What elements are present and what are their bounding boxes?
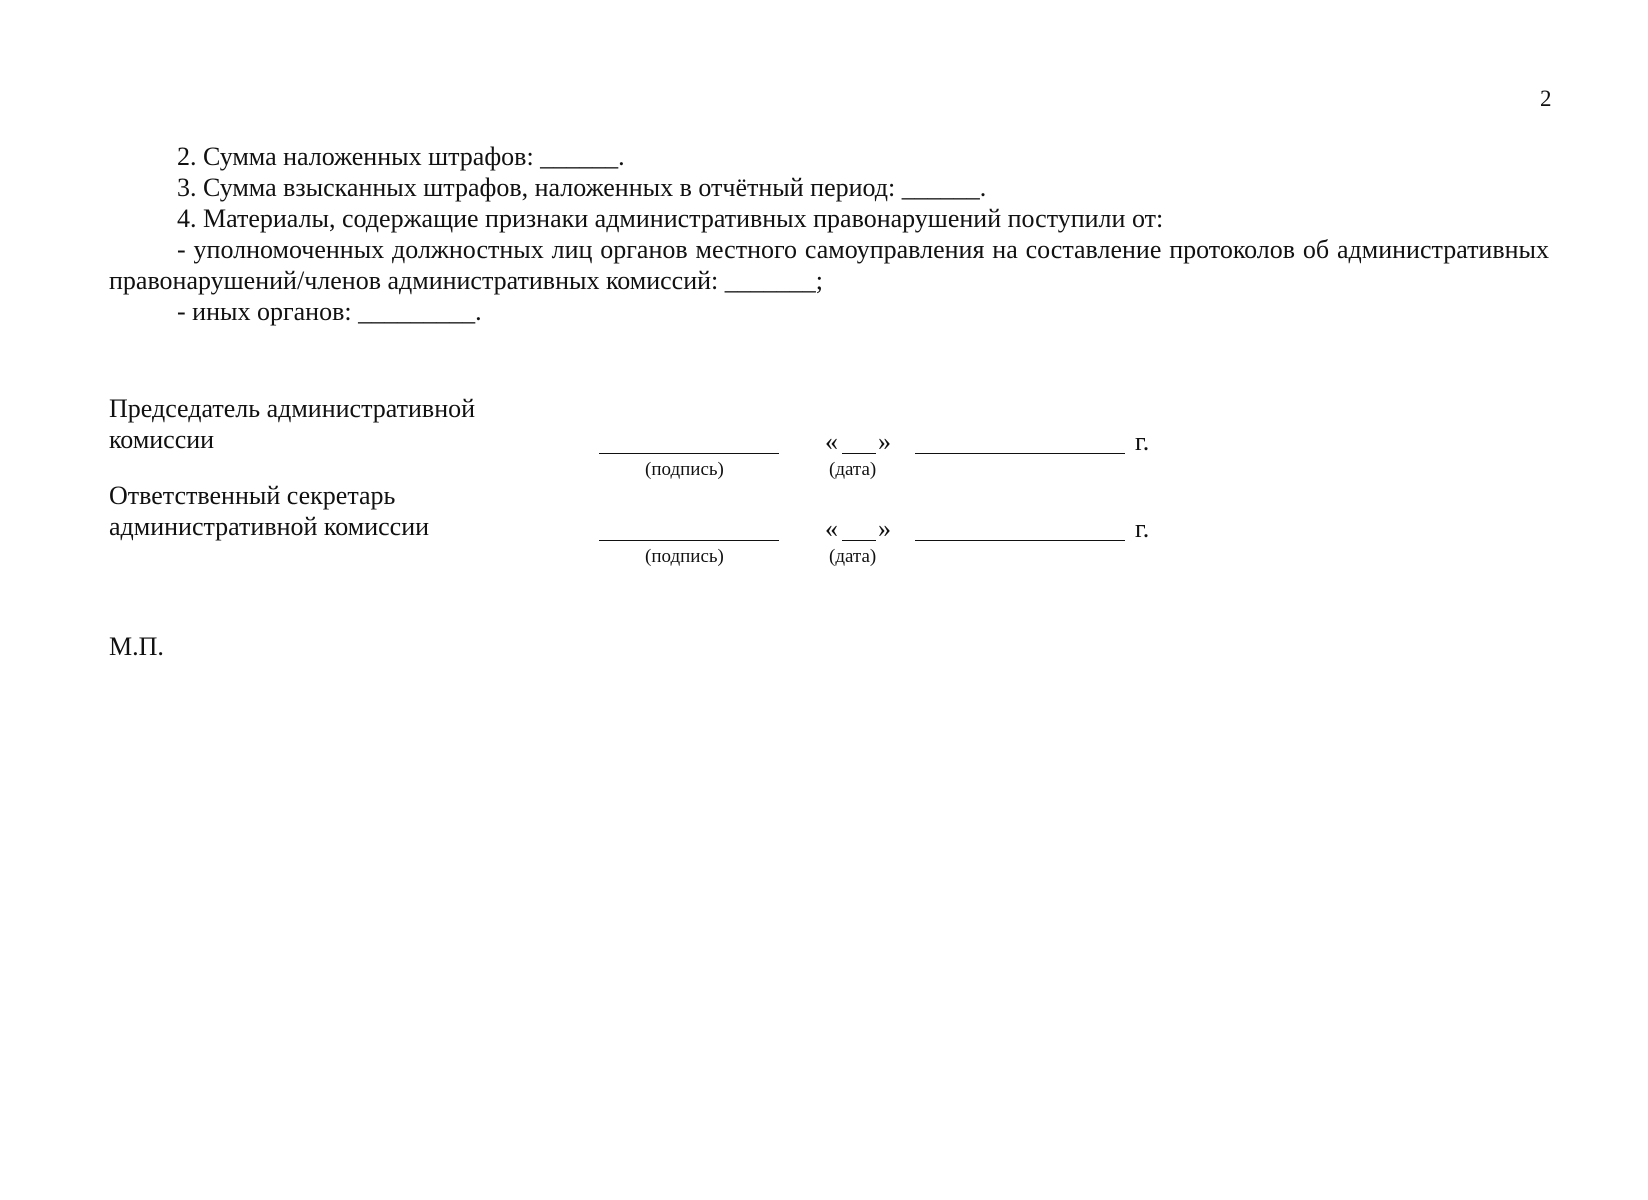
secretary-date-close-quote: » [878, 514, 891, 543]
chairman-date-caption: (дата) [829, 459, 877, 480]
secretary-signature-line [599, 540, 779, 541]
signature-block-secretary [109, 480, 1209, 570]
secretary-role-line2: административной комиссии [109, 512, 430, 541]
chairman-day-line [842, 453, 876, 454]
chairman-role-line2: комиссии [109, 425, 215, 454]
secretary-date-open-quote: « [825, 514, 838, 543]
secretary-date-caption: (дата) [829, 546, 877, 567]
paragraph-other-bodies: - иных органов: _________. [177, 297, 482, 326]
paragraph-fines-imposed: 2. Сумма наложенных штрафов: ______. [177, 142, 625, 171]
secretary-role-line1: Ответственный секретарь [109, 481, 396, 510]
secretary-month-year-line [915, 540, 1125, 541]
chairman-date-open-quote: « [825, 427, 838, 456]
page-number: 2 [1540, 86, 1552, 111]
chairman-signature-caption: (подпись) [645, 459, 724, 480]
chairman-year-suffix: г. [1135, 427, 1150, 456]
secretary-year-suffix: г. [1135, 514, 1150, 543]
signature-block-chairman [109, 393, 1209, 483]
report-body [109, 141, 1549, 327]
stamp-place-label: М.П. [109, 632, 164, 661]
chairman-month-year-line [915, 453, 1125, 454]
chairman-signature-line [599, 453, 779, 454]
secretary-day-line [842, 540, 876, 541]
paragraph-officials-source: - уполномоченных должностных лиц органов местного самоуправления на составление протоколов об административных правонарушений/членов административных комиссий: _______; [109, 235, 1549, 295]
chairman-date-close-quote: » [878, 427, 891, 456]
secretary-signature-caption: (подпись) [645, 546, 724, 567]
paragraph-materials-sources: 4. Материалы, содержащие признаки административных правонарушений поступили от: [177, 204, 1164, 233]
paragraph-fines-collected: 3. Сумма взысканных штрафов, наложенных в отчётный период: ______. [177, 173, 987, 202]
chairman-role-line1: Председатель административной [109, 394, 476, 423]
